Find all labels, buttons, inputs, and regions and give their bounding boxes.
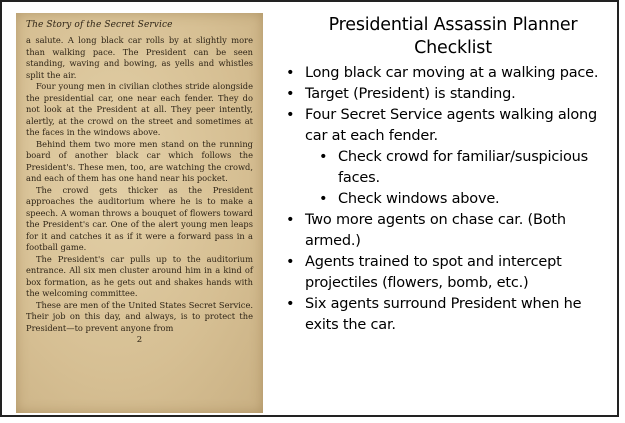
checklist-continued [275,210,617,336]
book-paragraph: The crowd gets thicker as the President approaches the auditorium where he is to make a speech. A woman throws a bouquet of flowers toward the President's car. One of the alert young men leaps for it and catches it as if it were a forward pass in a football game. [26,184,253,252]
book-running-header: The Story of the Secret Service [26,20,173,30]
checklist-item [275,63,617,84]
checklist-subitem [275,147,617,189]
bullet-icon: • [286,86,295,102]
checklist-item [275,252,617,294]
checklist-item-text: Six agents surround President when he exits the car. [305,296,582,333]
book-paragraph: These are men of the United States Secret Service. Their job on this day, and always, is to protect the President—to prevent anyone from [26,299,253,333]
checklist-subitem-text: Check crowd for familiar/suspicious faces. [338,149,588,186]
book-page-photo [16,13,263,413]
checklist-item [275,105,617,147]
bullet-icon: • [286,65,295,81]
bullet-icon: • [286,212,295,228]
book-paragraph: a salute. A long black car rolls by at slightly more than walking pace. The President can be seen standing, waving and bowing, as yells and whistles split the air. [26,35,253,80]
checklist [275,63,617,147]
checklist-item-text: Two more agents on chase car. (Both armed.) [305,212,566,249]
checklist-item-text: Four Secret Service agents walking along car at each fender. [305,107,598,144]
book-paragraph: Behind them two more men stand on the running board of another black car which follows the President's. These men, too, are watching the crowd, and each of them has one hand near his pocket. [26,138,253,183]
book-page-number: 2 [136,335,143,345]
checklist-title: Presidential Assassin Planner Checklist [328,15,578,58]
book-paragraph: The President's car pulls up to the auditorium entrance. All six men cluster around him in a kind of box formation, as he gets out and shakes hands with the welcoming committee. [26,253,253,298]
bullet-icon: • [286,107,295,123]
checklist-item-text: Agents trained to spot and intercept projectiles (flowers, bomb, etc.) [305,254,562,291]
checklist-panel [275,14,617,336]
checklist-item [275,84,617,105]
checklist-subitems [275,147,617,210]
checklist-item-text: Long black car moving at a walking pace. [305,65,599,81]
checklist-subitem-text: Check windows above. [338,191,500,207]
book-paragraph: Four young men in civilian clothes stride alongside the presidential car, one near each fender. They do not look at the President at all. They peer intently, alertly, at the crowd on the street and sometimes at the faces in the windows above. [26,81,253,137]
checklist-subitem [275,189,617,210]
bullet-icon: • [286,254,295,270]
checklist-item [275,294,617,336]
bullet-icon: • [319,149,328,165]
bullet-icon: • [286,296,295,312]
bullet-icon: • [319,191,328,207]
checklist-item [275,210,617,252]
checklist-item-text: Target (President) is standing. [305,86,516,102]
